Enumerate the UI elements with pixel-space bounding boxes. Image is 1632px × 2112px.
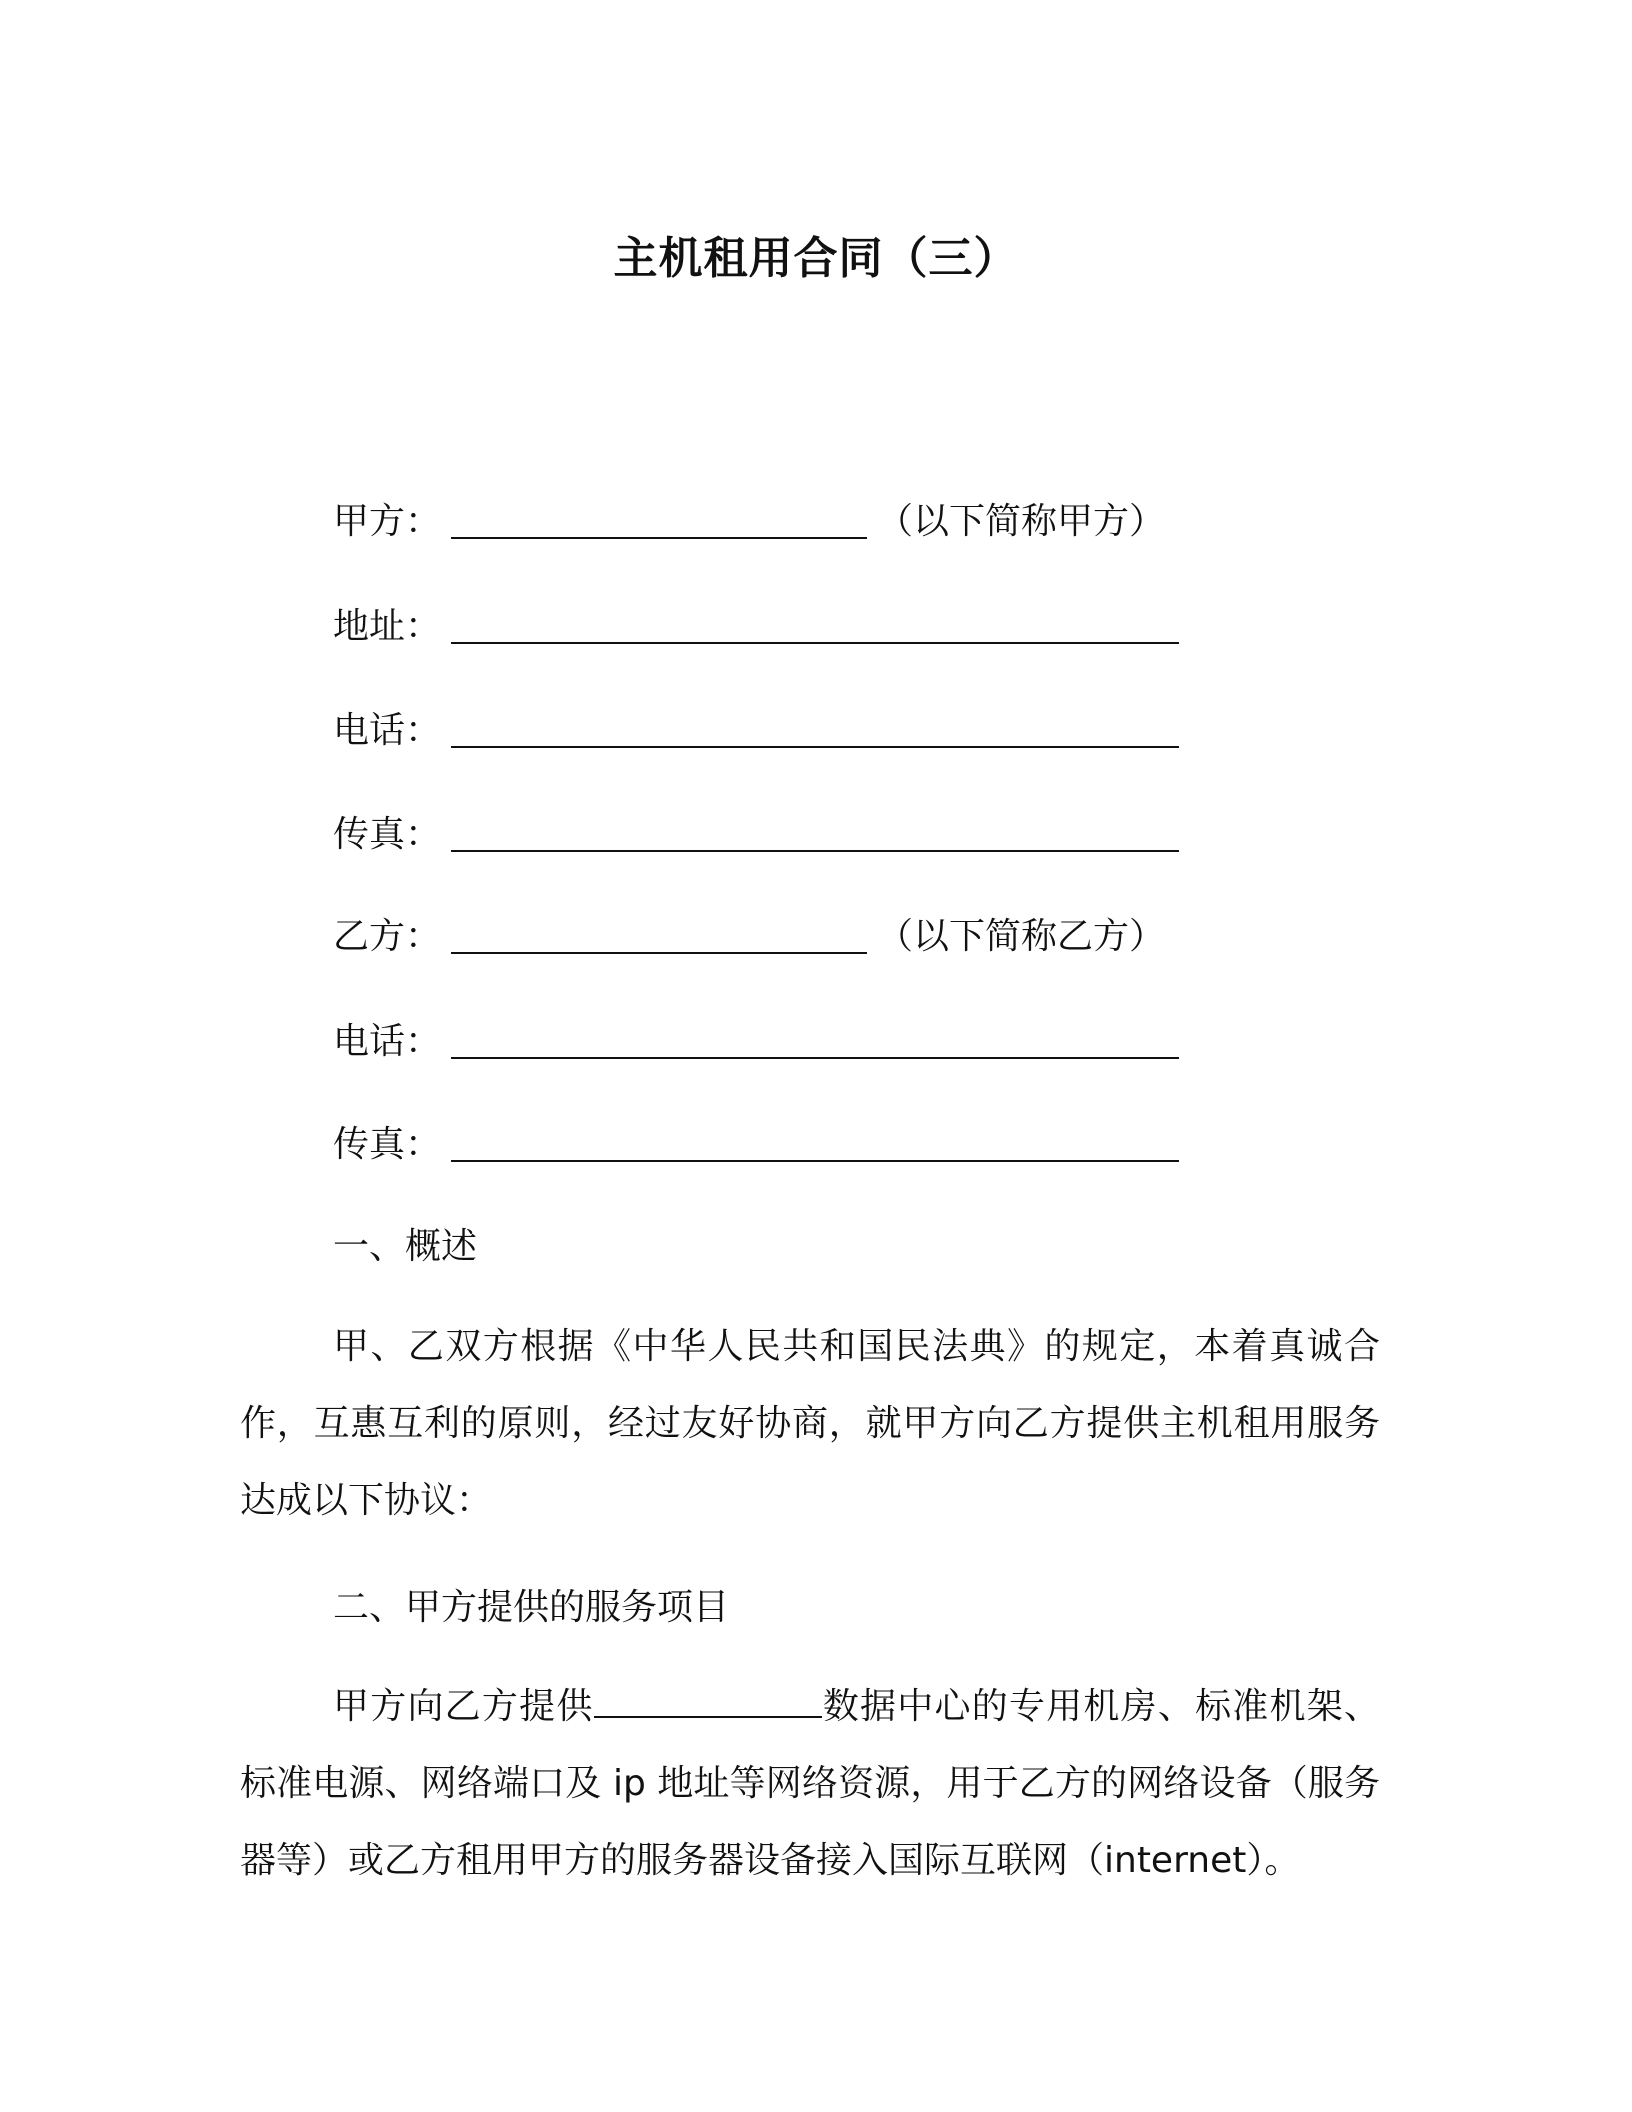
section-1-heading: 一、概述 [333,1226,478,1267]
party-a-address-field [333,602,1179,652]
party-a-fax-blank[interactable] [451,814,1179,852]
party-a-fax-label: 传真： [333,814,442,855]
party-b-suffix: （以下简称乙方） [877,916,1166,957]
party-b-fax-label: 传真： [333,1124,442,1165]
party-a-field [333,497,1165,547]
section-2-body [240,1668,1380,1899]
section-2-body-end: 数据中心的专用机房、标准机架、标准电源、网络端口及 ip 地址等网络资源，用于乙方的网络设备（服务器等）或乙方租用甲方的服务器设备接入国际互联网（internet）。 [240,1686,1380,1881]
data-center-blank[interactable] [594,1686,822,1718]
party-b-fax-blank[interactable] [451,1124,1179,1162]
party-b-blank[interactable] [451,916,867,954]
party-b-label: 乙方： [333,916,442,957]
document-title: 主机租用合同（三） [613,233,1019,284]
party-b-phone-field [333,1017,1179,1067]
party-a-address-blank[interactable] [451,606,1179,644]
section-1-body: 甲、乙双方根据《中华人民共和国民法典》的规定，本着真诚合作，互惠互利的原则，经过友好协商，就甲方向乙方提供主机租用服务达成以下协议： [240,1326,1380,1521]
party-a-phone-label: 电话： [333,710,442,751]
party-b-fax-field [333,1120,1179,1170]
party-a-address-label: 地址： [333,606,442,647]
party-a-fax-field [333,810,1179,860]
party-b-field [333,912,1165,962]
party-a-suffix: （以下简称甲方） [877,501,1166,542]
party-a-label: 甲方： [333,501,442,542]
party-b-phone-label: 电话： [333,1021,442,1062]
party-a-phone-field [333,706,1179,756]
section-2-heading: 二、甲方提供的服务项目 [333,1587,730,1628]
party-a-phone-blank[interactable] [451,710,1179,748]
party-b-phone-blank[interactable] [451,1021,1179,1059]
section-2-body-start: 甲方向乙方提供 [333,1686,594,1727]
party-a-blank[interactable] [451,501,867,539]
